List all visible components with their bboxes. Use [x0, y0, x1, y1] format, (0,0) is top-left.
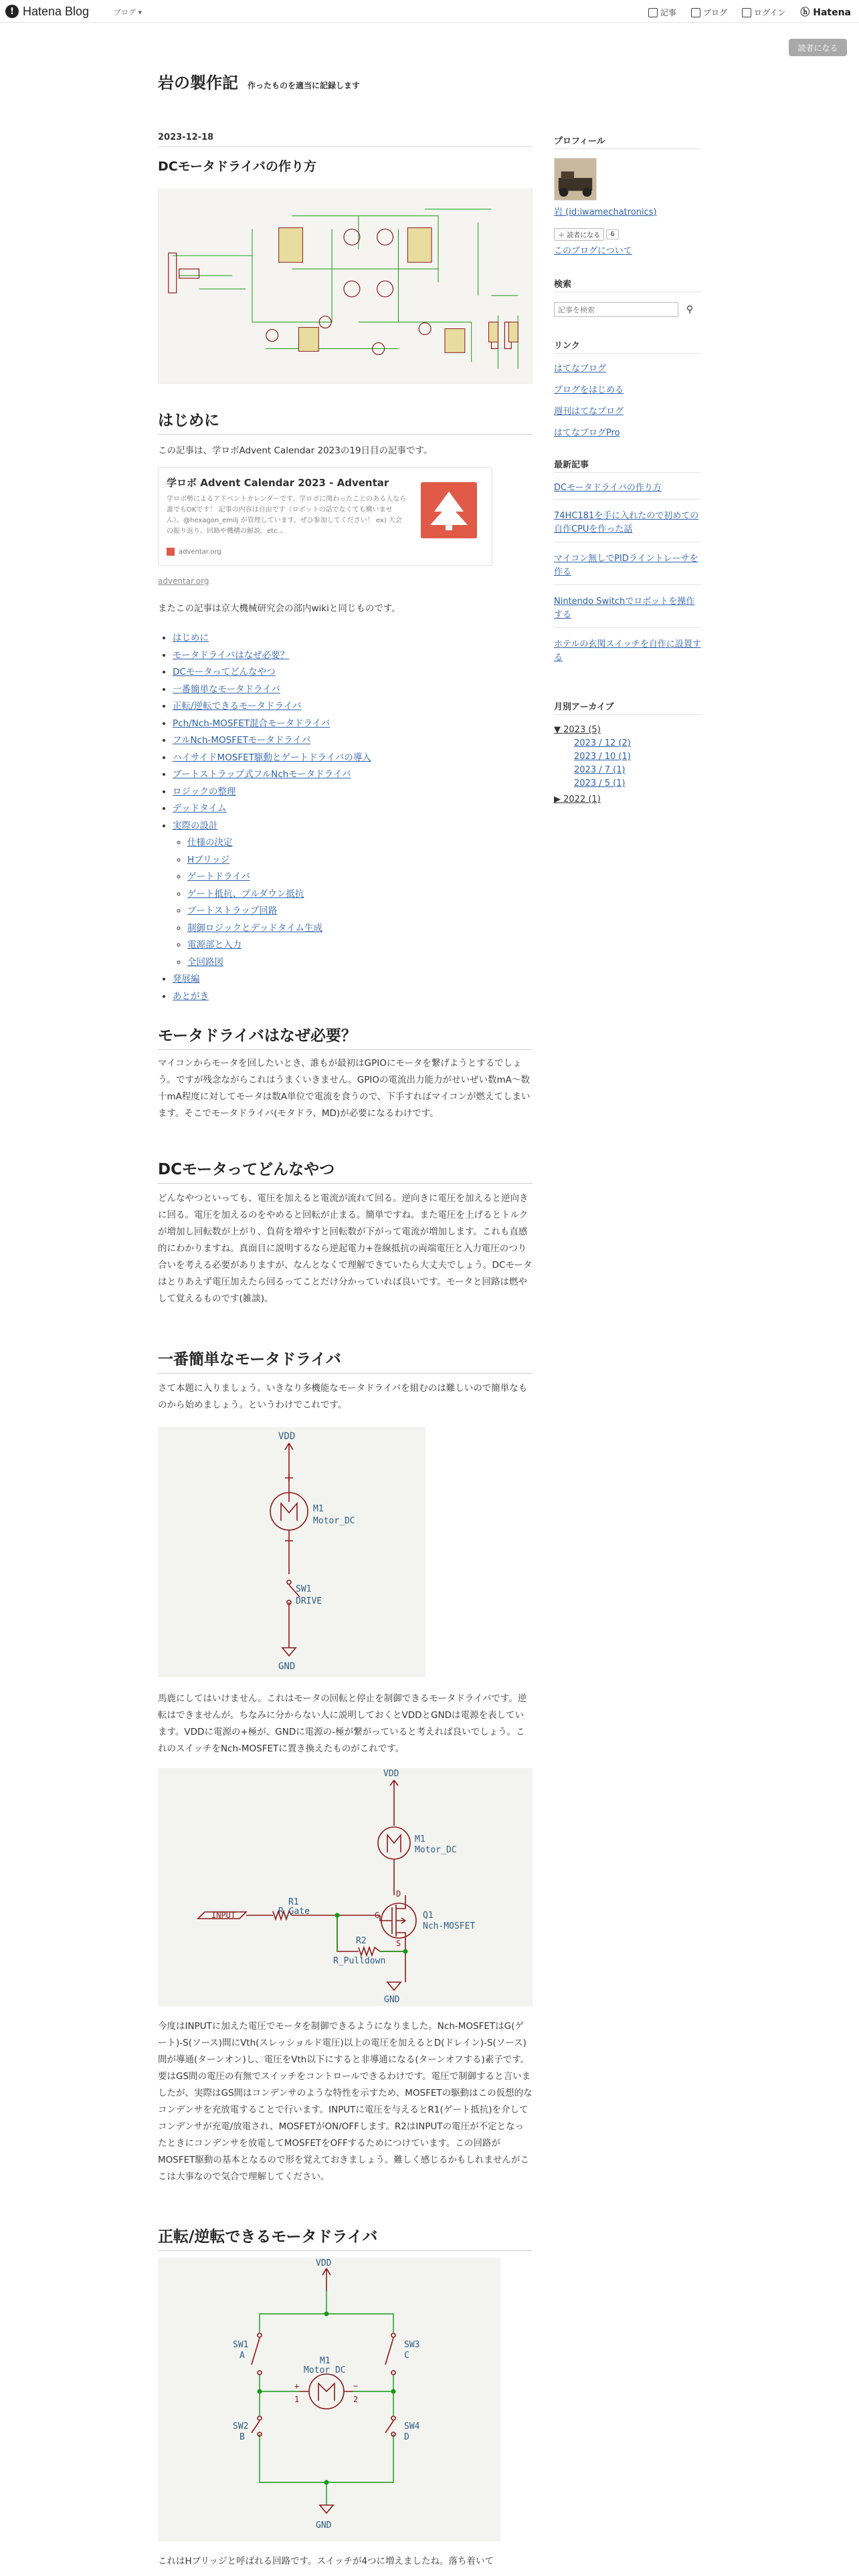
- adventar-favicon-icon: [167, 548, 175, 556]
- sidebar-heading-links: リンク: [554, 341, 580, 351]
- r2-label: R2: [356, 1936, 367, 1946]
- reader-button[interactable]: 読者になる: [789, 39, 847, 56]
- switch-c-label: C: [404, 2351, 409, 2361]
- simple-text: さて本題に入りましょう。いきなり多機能なモータドライバを組むのは難しいので簡単なものから始めましょう。というわけでこれです。: [158, 1383, 528, 1410]
- recent-entry-link[interactable]: マイコン無しでPIDライントレーサを作る: [554, 554, 698, 577]
- card-site-label: adventar.org: [179, 548, 221, 556]
- header-item-label: ログイン: [753, 7, 786, 17]
- toc-link[interactable]: 全回路図: [187, 956, 223, 968]
- toc-subitem: [187, 886, 371, 903]
- motor-label: Motor_DC: [313, 1516, 355, 1526]
- gnd-label: GND: [384, 1995, 400, 2005]
- blog-menu[interactable]: ブログ ▾: [114, 8, 142, 17]
- q1-label: Q1: [423, 1911, 434, 1921]
- recent-entry-link[interactable]: ホテルの玄関スイッチを自作に設置する: [554, 639, 701, 663]
- r1-label: R1: [288, 1897, 299, 1907]
- mosfet-text: 今度はINPUTに加えた電圧でモータを制御できるようになりました。Nch-MOSFETはG(ゲート)-S(ソース)間にVth(スレッショルド電圧)以上の電圧を加えるとD(ドレイン)-S(ソース)間が導通(ターンオン)し、電圧をVth以下にすると非導通になる(ターンオフする)素子です。要はGS間の電圧の有無でスイッチをコントロールできるわけです。電圧で制御すると言いましたが、実際はGS間はコンデンサのような特性を示すため、MOSFETの駆動はこの仮想的なコンデンサを充放電することで行います。INPUTに電圧を与えるとR1(ゲート抵抗)を介してコンデンサが充電/放電され、MOSFETがON/OFFします。R2はINPUTの電圧が不定となったときにコンデンサを放電してMOSFETをOFFするためにつけています。この回路がMOSFET駆動の基本となるので形を覚えておきましょう。難しく感じるかもしれませんがここは大事なので気合で理解してください。: [158, 2021, 533, 2182]
- vdd-label: VDD: [383, 1769, 399, 1779]
- gnd-label: GND: [316, 2520, 332, 2531]
- toc-item: [173, 988, 371, 1006]
- input-label: INPUT: [211, 1911, 236, 1920]
- recent-entry-link[interactable]: Nintendo Switchでロボットを操作する: [554, 597, 695, 620]
- toc-link[interactable]: ブートストラップ式フルNchモータドライバ: [173, 769, 351, 780]
- motor-label: Motor_DC: [415, 1845, 457, 1855]
- section-heading-reverse: 正転/逆転できるモータドライバ: [158, 2224, 533, 2251]
- sw3-label: SW3: [404, 2340, 420, 2350]
- switch-text: 馬鹿にしてはいけません。これはモータの回転と停止を制御できるモータドライバです。逆転はできませんが。ちなみに分からない人に説明しておくとVDDとGNDは電源を表しています。VDDに電源の+極が、GNDに電源の-極が繋がっていると考えれば良いでしょう。これのスイッチをNch-MOSFETに置き換えたものがこれです。: [158, 1693, 527, 1754]
- blog-description: 作ったものを適当に記録します: [248, 81, 361, 90]
- toc-link[interactable]: 正転/逆転できるモータドライバ: [173, 701, 302, 712]
- entry-date[interactable]: 2023-12-18: [158, 132, 214, 142]
- switch-d-label: D: [404, 2432, 409, 2442]
- tree-icon: [421, 482, 477, 538]
- toc-link[interactable]: ゲート抵抗、プルダウン抵抗: [187, 888, 304, 899]
- toc-sublist: [173, 835, 371, 971]
- sidebar-heading-recent: 最新記事: [554, 460, 589, 470]
- link-hatenablog[interactable]: はてなブログ: [554, 364, 607, 374]
- toc-item: [173, 800, 371, 818]
- divider: [554, 499, 701, 500]
- header-item-label: 記事: [660, 7, 676, 17]
- card-description: 学ロボ勢によるアドベントカレンダーです。学ロボに関わったことのある人なら誰でもOKです！ 記事の内容は自由です（ロボットの話でなくても構いません）。@hexagon_emilj が管理しています。ぜひ参加してください！ ex) 大会の振り返り、回路や機構の解説、etc...: [167, 496, 407, 535]
- gate-pin-label: G: [375, 1911, 380, 1920]
- switch-a-label: A: [240, 2351, 245, 2361]
- toc-link[interactable]: 制御ロジックとデッドタイム生成: [187, 922, 322, 934]
- plus-label: +: [294, 2381, 300, 2391]
- profile-name-link[interactable]: 岩 (id:iwamechatronics): [554, 207, 657, 217]
- header-item-login[interactable]: [742, 7, 785, 18]
- link-start-blog[interactable]: ブログをはじめる: [554, 385, 624, 395]
- dc-text: どんなやつといっても、電圧を加えると電流が流れて回る。逆向きに電圧を加えると逆向きに回る。電圧を加えるのをやめると回転が止まる。簡単ですね。また電圧を上げるとトルクが増加し回転数が上がり、負荷を増やすと回転数が下がって電流が増加します。これも直感的にわかりますね。真面目に説明するなら逆起電力+巻線抵抗の両端電圧と入力電圧のつり合いを考える必要がありますが、なんとなくで理解できていたら大丈夫でしょう。DCモータはとりあえず電圧加えたら回るってことだけ分かっていれば良いです。モータと回路は燃やして覚えるものです(雑談)。: [158, 1193, 533, 1304]
- divider: [554, 353, 701, 354]
- divider: [554, 714, 701, 715]
- header-item-label: ブログ: [702, 7, 727, 17]
- toc-subitem: [187, 903, 371, 920]
- r-pulldown-label: R_Pulldown: [333, 1956, 386, 1966]
- toc-subitem: [187, 920, 371, 938]
- gnd-label: GND: [278, 1661, 296, 1672]
- m1-label: M1: [320, 2356, 330, 2366]
- sidebar-heading-archive: 月別アーカイブ: [554, 702, 614, 712]
- toc-link[interactable]: 仕様の決定: [187, 837, 233, 848]
- entry-title[interactable]: DCモータドライバの作り方: [158, 159, 317, 174]
- follow-label: 読者になる: [567, 231, 601, 239]
- sw2-label: SW2: [233, 2422, 249, 2432]
- hatena-label: Hatena: [813, 7, 851, 18]
- toc-link[interactable]: あとがき: [173, 990, 209, 1002]
- intro-text: この記事は、学ロボAdvent Calendar 2023の19日目の記事です。: [158, 445, 433, 456]
- sidebar-heading-profile: プロフィール: [554, 136, 605, 146]
- toc-item: [173, 818, 371, 972]
- m1-label: M1: [415, 1834, 425, 1844]
- toc-item: [173, 681, 371, 699]
- recent-entry-link[interactable]: 74HC181を手に入れたので初めての自作CPUを作った話: [554, 511, 699, 534]
- toc-link[interactable]: 電源部と入力: [187, 940, 242, 950]
- section-heading-simple: 一番簡単なモータドライバ: [158, 1347, 533, 1374]
- toc-link[interactable]: ゲートドライバ: [187, 871, 250, 882]
- reverse-text: これはHブリッジと呼ばれる回路です。スイッチが4つに増えましたね。落ち着いて: [158, 2556, 494, 2567]
- logo-text: Hatena Blog: [23, 4, 90, 18]
- pencil-icon: [648, 8, 658, 17]
- toc-item: [173, 630, 371, 647]
- section-heading-intro: はじめに: [158, 408, 533, 435]
- sw1-label: SW1: [233, 2340, 249, 2350]
- archive-month[interactable]: 2023 / 7 (1): [574, 765, 626, 775]
- pin2-label: 2: [353, 2395, 359, 2404]
- toc-item: [173, 716, 371, 733]
- avatar[interactable]: [554, 158, 597, 201]
- card-title: 学ロボ Advent Calendar 2023 - Adventar: [167, 477, 389, 489]
- toc-link[interactable]: 一番簡単なモータドライバ: [173, 683, 280, 695]
- toc-link[interactable]: はじめに: [173, 633, 209, 643]
- toc-link[interactable]: フルNch-MOSFETモータドライバ: [173, 735, 311, 746]
- divider: [554, 627, 701, 628]
- divider: [554, 148, 701, 149]
- toc-link[interactable]: ロジックの整理: [173, 786, 236, 797]
- vdd-label: VDD: [316, 2258, 332, 2268]
- toc-link[interactable]: デッドタイム: [173, 803, 227, 814]
- schematic-hbridge: [158, 2258, 500, 2541]
- toc-subitem: [187, 835, 371, 852]
- toc-link[interactable]: ブートストラップ回路: [187, 905, 278, 916]
- archive-month[interactable]: 2023 / 5 (1): [574, 778, 626, 788]
- archive-month[interactable]: 2023 / 10 (1): [574, 752, 631, 762]
- thumbnail-schematic-image: [158, 189, 533, 384]
- source-pin-label: S: [396, 1939, 401, 1948]
- table-of-contents: [173, 630, 371, 1005]
- follow-button[interactable]: ＋ 読者になる: [554, 228, 604, 241]
- sw1-label: SW1: [296, 1584, 312, 1594]
- why-text: マイコンからモータを回したいとき、誰もが最初はGPIOにモータを繋げようとするでしょう。ですが残念ながらこれはうまくいきません。GPIOの電流出力能力がせいぜい数mA〜数十mA程度に対してモータは数A単位で電流を食うので、下手すればマイコンが燃えてしまいます。そこでモータドライバ(モタドラ、MD)が必要になるわけです。: [158, 1058, 531, 1119]
- toc-item: [173, 750, 371, 767]
- hatena-link[interactable]: ⓗ Hatena: [800, 7, 851, 18]
- toc-link[interactable]: 実際の設計: [173, 820, 218, 831]
- section-heading-why: モータドライバはなぜ必要？: [158, 1023, 533, 1050]
- toc-item: [173, 664, 371, 681]
- embed-card-adventar[interactable]: [158, 467, 492, 566]
- pin1-label: 1: [294, 2395, 300, 2404]
- follow-count: 6: [606, 229, 618, 239]
- switch-b-label: B: [240, 2432, 245, 2442]
- drive-label: DRIVE: [296, 1596, 322, 1606]
- divider: [554, 584, 701, 585]
- blog-header: [158, 70, 533, 96]
- schematic-switch: [158, 1427, 425, 1677]
- toc-item: [173, 647, 371, 665]
- schematic-mosfet: [158, 1768, 533, 2006]
- archive-year-2022[interactable]: ▶ 2022 (1): [554, 794, 601, 804]
- toc-link[interactable]: 発展編: [173, 974, 200, 984]
- search-icon[interactable]: ⚲: [686, 304, 694, 315]
- vdd-label: VDD: [278, 1431, 296, 1442]
- minus-label: −: [353, 2381, 359, 2391]
- blog-title[interactable]: 岩の製作記: [158, 74, 238, 92]
- hatena-blog-logo[interactable]: [5, 4, 89, 19]
- toc-subitem: [187, 869, 371, 886]
- card-site: [167, 548, 221, 556]
- toc-link[interactable]: DCモータってどんなやつ: [173, 667, 276, 677]
- wiki-text: またこの記事は京大機械研究会の部内wikiと同じものです。: [158, 603, 401, 614]
- toc-link[interactable]: ハイサイドMOSFET駆動とゲートドライバの導入: [173, 752, 371, 763]
- archive-year-2023[interactable]: ▼ 2023 (5): [554, 725, 601, 735]
- header-item-blog[interactable]: [691, 7, 727, 18]
- toc-subitem: [187, 852, 371, 869]
- blog-icon: [691, 8, 700, 17]
- toc-item: [173, 766, 371, 784]
- global-header: [0, 0, 859, 23]
- list-icon: [742, 8, 751, 17]
- section-heading-dc: DCモータってどんなやつ: [158, 1157, 533, 1184]
- recent-entry-link[interactable]: DCモータドライバの作り方: [554, 483, 662, 493]
- hatena-logo-icon: !: [5, 5, 19, 18]
- toc-item: [173, 971, 371, 988]
- m1-label: M1: [313, 1504, 324, 1514]
- divider: [554, 472, 701, 473]
- toc-subitem: [187, 954, 371, 972]
- sidebar-heading-search: 検索: [554, 280, 572, 290]
- toc-item: [173, 784, 371, 801]
- search-input[interactable]: [554, 302, 678, 317]
- header-item-write[interactable]: [648, 7, 676, 18]
- toc-link[interactable]: Hブリッジ: [187, 854, 230, 865]
- toc-item: [173, 732, 371, 750]
- about-blog-link[interactable]: このブログについて: [554, 246, 632, 256]
- link-weekly[interactable]: 週刊はてなブログ: [554, 407, 624, 417]
- toc-link[interactable]: Pch/Nch-MOSFET混合モータドライバ: [173, 718, 330, 729]
- toc-link[interactable]: モータドライバはなぜ必要？: [173, 649, 290, 661]
- drain-pin-label: D: [396, 1889, 401, 1899]
- divider: [158, 146, 533, 147]
- sw4-label: SW4: [404, 2422, 420, 2432]
- toc-item: [173, 698, 371, 716]
- nch-label: Nch-MOSFET: [423, 1921, 476, 1931]
- link-pro[interactable]: はてなブログPro: [554, 428, 620, 438]
- toc-subitem: [187, 937, 371, 954]
- motor-label: Motor_DC: [304, 2365, 346, 2375]
- archive-month[interactable]: 2023 / 12 (2): [574, 738, 631, 748]
- adventar-link[interactable]: adventar.org: [158, 576, 209, 586]
- header-right: [648, 5, 851, 19]
- r-gate-label: R_Gate: [278, 1907, 310, 1917]
- follow-widget: [554, 227, 619, 241]
